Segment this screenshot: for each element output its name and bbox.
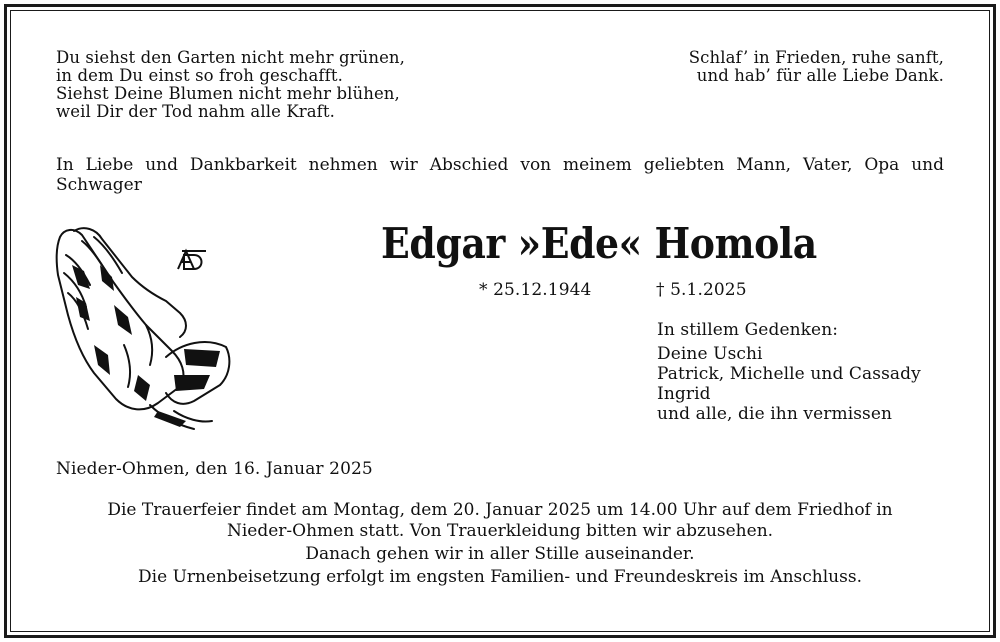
service-info bbox=[40, 500, 960, 588]
poem-left bbox=[56, 49, 405, 121]
place-date: Nieder-Ohmen, den 16. Januar 2025 bbox=[56, 459, 373, 479]
poem-right-line: Schlaf’ in Frieden, ruhe sanft, bbox=[688, 48, 944, 67]
poem-left-line: weil Dir der Tod nahm alle Kraft. bbox=[56, 102, 335, 121]
praying-hands-icon bbox=[54, 225, 236, 431]
service-line: Die Trauerfeier findet am Montag, dem 20. Januar 2025 um 14.00 Uhr auf dem Friedhof in bbox=[107, 500, 893, 520]
service-line: Nieder-Ohmen statt. Von Trauerkleidung bitten wir abzusehen. bbox=[226, 521, 774, 541]
poem-right-line: und hab’ für alle Liebe Dank. bbox=[696, 66, 944, 85]
poem-right bbox=[689, 49, 944, 85]
mourner-name: und alle, die ihn vermissen bbox=[657, 404, 893, 424]
intro-text: In Liebe und Dankbarkeit nehmen wir Abschied von meinem geliebten Mann, Vater, Opa und Schwager bbox=[56, 155, 944, 195]
mourners-heading: In stillem Gedenken: bbox=[657, 320, 839, 340]
poem-left-line: Du siehst den Garten nicht mehr grünen, bbox=[56, 48, 406, 67]
deceased-name: Edgar »Ede« Homola bbox=[381, 219, 817, 268]
birth-date: * 25.12.1944 bbox=[479, 280, 592, 300]
mourner-name: Ingrid bbox=[657, 384, 711, 404]
service-line: Die Urnenbeisetzung erfolgt im engsten Familien- und Freundeskreis im Anschluss. bbox=[138, 567, 862, 587]
mourner-name: Deine Uschi bbox=[657, 344, 763, 364]
mourners-block bbox=[657, 320, 921, 424]
death-date: † 5.1.2025 bbox=[656, 280, 747, 300]
monogram-icon bbox=[178, 251, 206, 269]
service-line: Danach gehen wir in aller Stille auseinander. bbox=[305, 544, 695, 564]
poem-left-line: in dem Du einst so froh geschafft. bbox=[56, 66, 343, 85]
mourner-name: Patrick, Michelle und Cassady bbox=[657, 364, 921, 384]
poem-left-line: Siehst Deine Blumen nicht mehr blühen, bbox=[56, 84, 400, 103]
